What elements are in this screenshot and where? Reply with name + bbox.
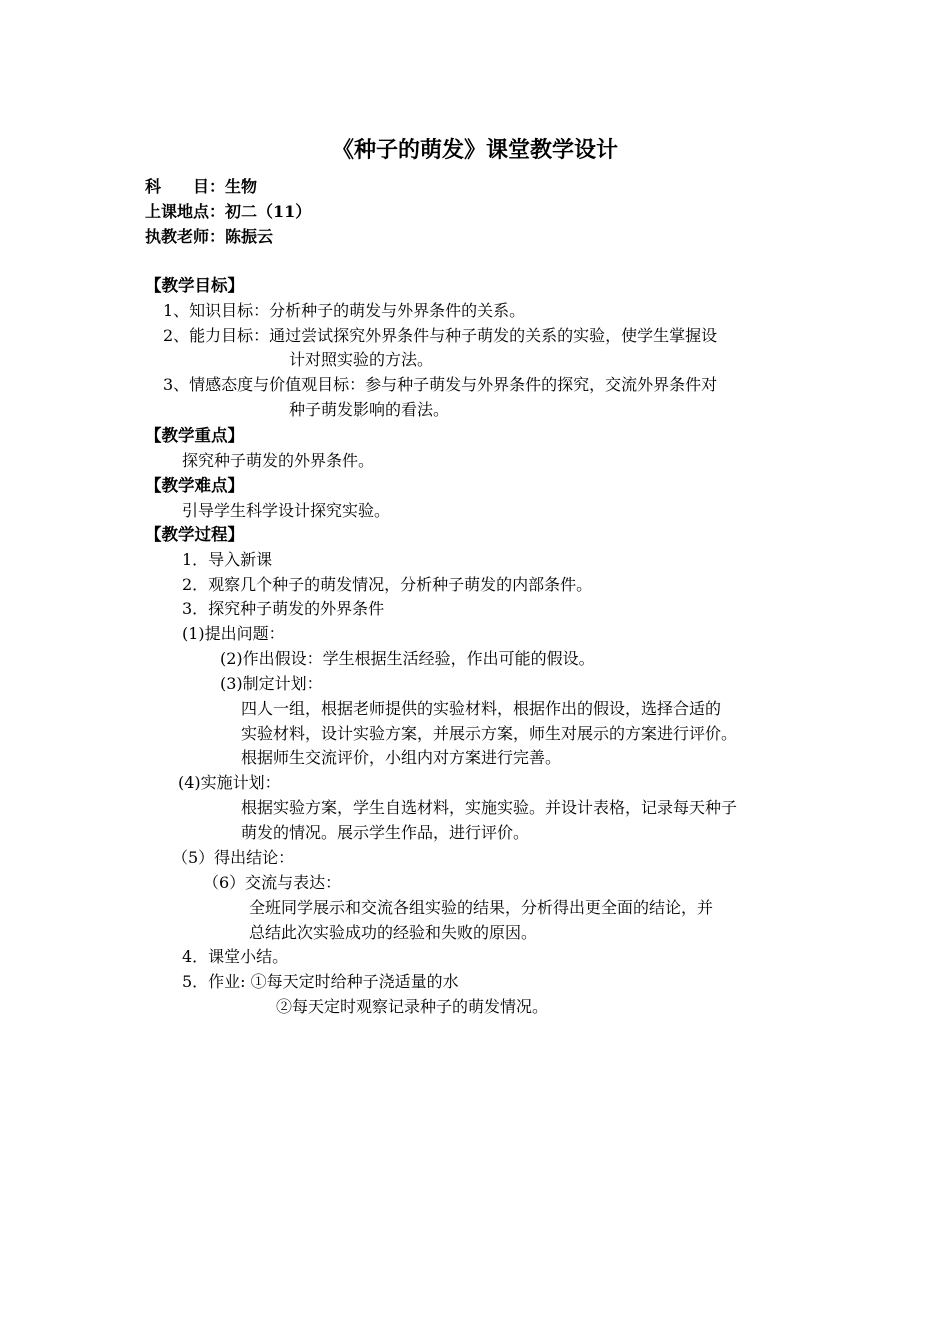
location-line: 上课地点：初二（11） <box>145 202 312 221</box>
subject-line: 科 目：生物 <box>145 177 258 196</box>
process-sub-1: (1)提出问题： <box>182 624 285 643</box>
process-sub-4-line-2: 萌发的情况。展示学生作品，进行评价。 <box>241 823 530 842</box>
teacher-line: 执教老师：陈振云 <box>145 227 274 246</box>
process-step-5-line-2: ②每天定时观察记录种子的萌发情况。 <box>276 997 549 1016</box>
objective-item-2: 2、能力目标：通过尝试探究外界条件与种子萌发的关系的实验，使学生掌握设 <box>163 326 718 345</box>
process-sub-3-line-1: 四人一组，根据老师提供的实验材料，根据作出的假设，选择合适的 <box>241 699 722 718</box>
key-point-heading: 【教学重点】 <box>145 426 244 445</box>
process-step-1: 1．导入新课 <box>182 550 273 569</box>
objective-item-3-cont: 种子萌发影响的看法。 <box>289 400 450 419</box>
process-sub-5: （5）得出结论： <box>172 848 295 867</box>
process-sub-6: （6）交流与表达： <box>203 873 342 892</box>
process-sub-6-line-1: 全班同学展示和交流各组实验的结果，分析得出更全面的结论，并 <box>249 898 714 917</box>
objective-item-2-cont: 计对照实验的方法。 <box>289 350 434 369</box>
difficulty-heading: 【教学难点】 <box>145 476 244 495</box>
document-title: 《种子的萌发》课堂教学设计 <box>331 137 618 163</box>
objective-item-1: 1、知识目标：分析种子的萌发与外界条件的关系。 <box>163 301 526 320</box>
process-sub-2: (2)作出假设：学生根据生活经验，作出可能的假设。 <box>220 649 595 668</box>
process-step-4: 4．课堂小结。 <box>182 947 289 966</box>
process-sub-3-line-3: 根据师生交流评价，小组内对方案进行完善。 <box>241 748 562 767</box>
objectives-heading: 【教学目标】 <box>145 276 244 295</box>
key-point-text: 探究种子萌发的外界条件。 <box>182 451 375 470</box>
process-heading: 【教学过程】 <box>145 525 244 544</box>
difficulty-text: 引导学生科学设计探究实验。 <box>182 501 391 520</box>
process-sub-3-line-2: 实验材料，设计实验方案，并展示方案，师生对展示的方案进行评价。 <box>241 724 738 743</box>
process-step-3: 3．探究种子萌发的外界条件 <box>182 599 385 618</box>
process-sub-6-line-2: 总结此次实验成功的经验和失败的原因。 <box>249 923 538 942</box>
process-step-5: 5．作业: ①每天定时给种子浇适量的水 <box>182 972 459 991</box>
process-step-2: 2．观察几个种子的萌发情况，分析种子萌发的内部条件。 <box>182 575 593 594</box>
objective-item-3: 3、情感态度与价值观目标：参与种子萌发与外界条件的探究，交流外界条件对 <box>163 375 718 394</box>
process-sub-4: (4)实施计划： <box>178 773 281 792</box>
process-sub-4-line-1: 根据实验方案，学生自选材料，实施实验。并设计表格，记录每天种子 <box>241 798 738 817</box>
process-sub-3: (3)制定计划： <box>220 674 323 693</box>
